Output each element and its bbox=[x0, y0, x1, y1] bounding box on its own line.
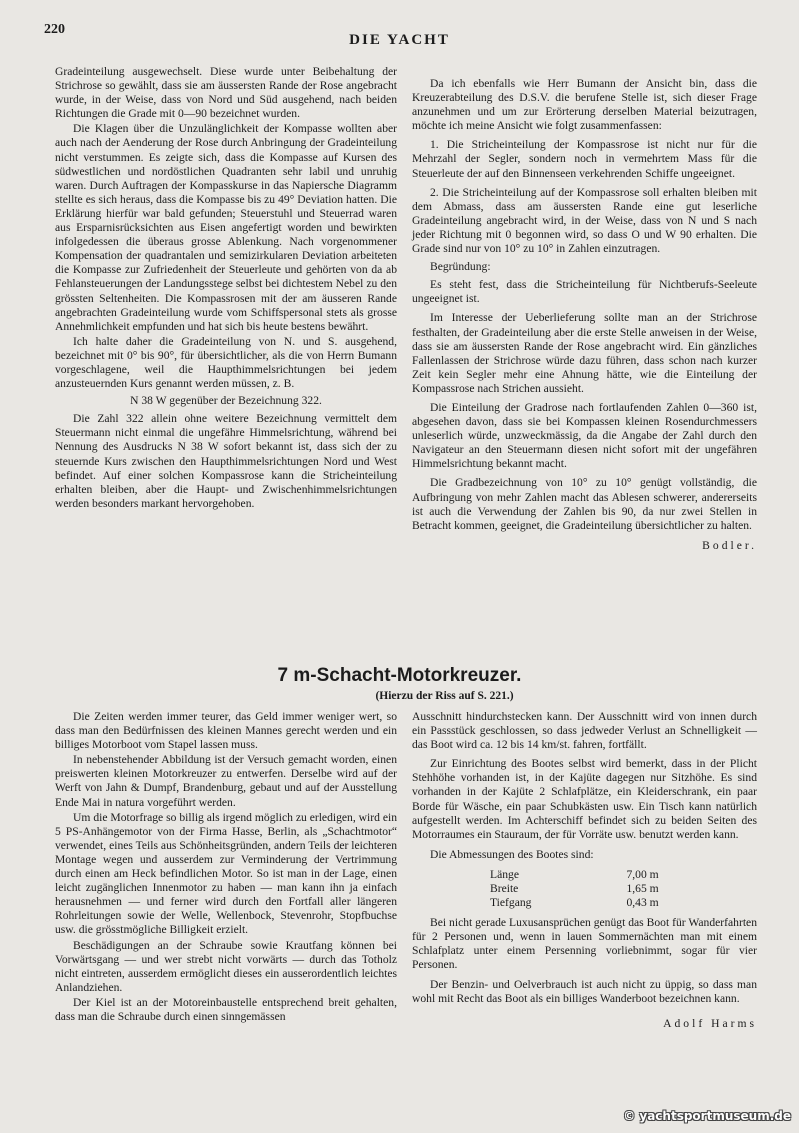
article-subtitle: (Hierzu der Riss auf S. 221.) bbox=[375, 690, 514, 702]
paragraph: Die Einteilung der Gradrose nach fortlaufenden Zahlen 0—360 ist, abgesehen davon, dass sie bei Kompassen kleinen Rosendurchmessers unleserlich würde, unzweckmässig, da die Angabe der Zahl durch den Navigateur an den Steuermann diesen nicht sofort mit der ungefähren Himmelsrichtung bekannt macht. bbox=[412, 400, 757, 471]
dimension-value: 1,65 m bbox=[626, 881, 659, 895]
paragraph: Die Klagen über die Unzulänglichkeit der Kompasse wollten aber auch nach der Aenderung der Rose durch Anbringung der Gradeinteilung nicht verstummen. Es zeigte sich, dass die Kompasse auf Kursen des südwestlichen und nordöstlichen Quadranten sehr labil und unruhig waren. Durch Auftragen der Kompasskurse in das Napiersche Diagramm stellte es sich heraus, dass die Kompasse bis zu 49° Deviation hatten. Die Erklärung hierfür war bald gefunden; Steuerstuhl und Steuerrad waren aus Ersparnisrücksichten aus Eisen angefertigt worden und bewirkten infolgedessen die überaus grosse Ablenkung. Nach vorgenommener Kompensation der quadrantalen und semizirkularen Deviation arbeiteten die Kompasse zur Zufriedenheit der Steuerleute und gehörten von da ab Fehlansteuerungen der Landungsstege selbst bei dichtestem Nebel zu den grössten Seltenheiten. Die Kompassrosen mit der am äusseren Rande angebrachten Gradeinteilung wurde vom Schiffspersonal stets als grosse Annehmlichkeit empfunden und hat sich bis heute bestens bewährt. bbox=[55, 122, 397, 333]
watermark: © yachtsportmuseum.de bbox=[623, 1109, 791, 1123]
paragraph: Die Abmessungen des Bootes sind: bbox=[430, 847, 594, 861]
paragraph: Zur Einrichtung des Bootes selbst wird bemerkt, dass in der Plicht Stehhöhe vorhanden ist, in der Kajüte dagegen nur Sitzhöhe. Es sind vorhanden in der Kajüte 2 Schlafplätze, ein Kleiderschrank, ein paar Borde für Wäsche, ein paar Schubkästen usw. Ein Tisch kann natürlich aufgestellt werden. Im Achterschiff befindet sich zu beiden Seiten des Motorraumes ein Stauraum, der für Vorräte usw. benutzt werden kann. bbox=[412, 757, 757, 841]
paragraph: Gradeinteilung ausgewechselt. Diese wurde unter Beibehaltung der Strichrose so gewählt, dass sie am äussersten Rande der Rose angebracht wurde, in der Weise, dass von Nord und Süd ausgehend, nach beiden Richtungen die Grade mit 0—90 bezeichnet wurden. bbox=[55, 65, 397, 121]
paragraph: Die Gradbezeichnung von 10° zu 10° genügt vollständig, die Aufbringung von mehr Zahlen macht das Ablesen schwerer, andererseits ist auch die Verwendung der Zahlen bis 90, da nur zwei Stellen in Betracht kommen, geeignet, die Gradeinteilung übersichtlicher zu halten. bbox=[412, 476, 757, 532]
dimension-value: 7,00 m bbox=[626, 867, 659, 881]
paragraph: Ausschnitt hindurchstecken kann. Der Ausschnitt wird von innen durch ein Passstück geschlossen, so dass jedweder Verlust an Schnelligkeit — das Boot wird ca. 12 bis 14 km/st. fahren, fortfällt. bbox=[412, 710, 757, 752]
dimension-label: Länge bbox=[490, 867, 519, 881]
paragraph: Um die Motorfrage so billig als irgend möglich zu erledigen, wird ein 5 PS-Anhängemotor von der Firma Hasse, Berlin, als „Schachtmotor“ verwendet, eines Teils aus Schönheitsgründen, andern Teils der leichteren Montage wegen und ausserdem zur Verminderung der Vertrimmung durch einen am Heck befindlichen Motor. So ist man in der Lage, einen leicht zugänglichen Innenmotor zu haben — man kann ihn ja einfach herausnehmen — und ferner wird durch den Fortfall aller längeren Rohrleitungen sowie der Welle, Wellenbock, Stevenrohr, Stopfbuchse usw. die grösstmögliche Billigkeit erzielt. bbox=[55, 810, 397, 937]
paragraph: 1. Die Stricheinteilung der Kompassrose ist nicht nur für die Mehrzahl der Segler, sondern noch in vermehrtem Mass für die Steuerleute der auf den Binnenseen verkehrenden Schiffe ungeeignet. bbox=[412, 138, 757, 180]
paragraph: Der Benzin- und Oelverbrauch ist auch nicht zu üppig, so dass man wohl mit Recht das Boot als ein billiges Wanderboot bezeichnen kann. bbox=[412, 978, 757, 1006]
article1-right-column bbox=[412, 77, 757, 554]
author-signature: Adolf Harms bbox=[663, 1016, 757, 1030]
author-signature: Bodler. bbox=[702, 538, 757, 552]
article1-left-column bbox=[55, 65, 397, 512]
article2-right-column bbox=[412, 710, 757, 1032]
paragraph: 2. Die Stricheinteilung auf der Kompassrose soll erhalten bleiben mit dem Abmass, dass am äussersten Rande eine gut leserliche Gradeinteilung angebracht wird, in der Weise, dass von N und S nach jeder Richtung mit 0 begonnen wird, so dass O und W 90 erhalten. Die Grade sind nur von 10° zu 10° in Zahlen einzutragen. bbox=[412, 185, 757, 256]
article2-left-column bbox=[55, 710, 397, 1025]
subheading: Begründung: bbox=[430, 260, 491, 274]
paragraph: Die Zahl 322 allein ohne weitere Bezeichnung vermittelt dem Steuermann nicht einmal die ungefähre Himmelsrichtung, während bei Nennung des Ausdrucks N 38 W sofort bekannt ist, dass sich der zu steuernde Kurs zwischen den Haupthimmelsrichtungen Nord und West befindet. Auf einer solchen Kompassrose kann die Stricheinteilung erhalten bleiben, aber die Haupt- und Zwischenhimmelsrichtungen werden besonders markant hervorgehoben. bbox=[55, 412, 397, 510]
paragraph: Bei nicht gerade Luxusansprüchen genügt das Boot für Wanderfahrten für 2 Personen und, wenn in lauen Sommernächten man mit einem Schlafplatz unter einem Persenning vorliebnimmt, sogar für vier Personen. bbox=[412, 915, 757, 972]
dimension-value: 0,43 m bbox=[626, 895, 659, 909]
paragraph: Die Zeiten werden immer teurer, das Geld immer weniger wert, so dass man den Bedürfnissen des kleinen Mannes gerecht werden und ein billiges Motorboot vom Stapel lassen muss. bbox=[55, 710, 397, 752]
paragraph: Da ich ebenfalls wie Herr Bumann der Ansicht bin, dass die Kreuzerabteilung des D.S.V. die berufene Stelle ist, sich dieser Frage anzunehmen und um zur Erörterung derselben Material beizutragen, möchte ich meine Ansicht wie folgt zusammenfassen: bbox=[412, 77, 757, 133]
dimensions-table bbox=[490, 868, 659, 910]
table-row bbox=[490, 896, 659, 910]
paragraph: Beschädigungen an der Schraube sowie Krautfang können bei Vorwärtsgang — und wer strebt nicht vorwärts — durch das Totholz nicht eintreten, ausserdem ermöglicht dieses ein ausserordentlich leichtes Anlandziehen. bbox=[55, 938, 397, 994]
dimension-label: Tiefgang bbox=[490, 895, 532, 909]
paragraph: In nebenstehender Abbildung ist der Versuch gemacht worden, einen preiswerten kleinen Motorkreuzer zu entwerfen. Derselbe wird auf der Werft von Jahn & Dumpf, Brandenburg, gebaut und auf der Ausstellung Ende Mai in natura vorgeführt werden. bbox=[55, 753, 397, 809]
paragraph: Es steht fest, dass die Stricheinteilung für Nichtberufs-Seeleute ungeeignet ist. bbox=[412, 278, 757, 306]
dimension-label: Breite bbox=[490, 881, 519, 895]
paragraph: Der Kiel ist an der Motoreinbaustelle entsprechend breit gehalten, dass man die Schraube durch einen sinngemässen bbox=[55, 995, 397, 1023]
running-title: DIE YACHT bbox=[349, 32, 450, 48]
example-line: N 38 W gegenüber der Bezeichnung 322. bbox=[130, 394, 322, 408]
page-number: 220 bbox=[44, 22, 65, 37]
paragraph: Ich halte daher die Gradeinteilung von N. und S. ausgehend, bezeichnet mit 0° bis 90°, für übersichtlicher, als die von Herrn Bumann vorgeschlagene, weil die Haupthimmelsrichtungen bei jedem anzusteuernden Kurs genannt werden müssen, z. B. bbox=[55, 334, 397, 391]
table-row bbox=[490, 882, 659, 896]
table-row bbox=[490, 868, 659, 882]
paragraph: Im Interesse der Ueberlieferung sollte man an der Strichrose festhalten, der Gradeinteilung aber die erste Stelle anweisen in der Weise, dass sie am äussersten Rande der Rose angebracht wird. Ein gänzliches Fallenlassen der Strichrose würde dazu führen, dass schon nach kurzer Zeit kein Segler mehr eine Ahnung hätte, wie die Einteilung der Kompassrose nach Strichen aussieht. bbox=[412, 311, 757, 395]
article-title: 7 m-Schacht-Motorkreuzer. bbox=[277, 665, 522, 686]
